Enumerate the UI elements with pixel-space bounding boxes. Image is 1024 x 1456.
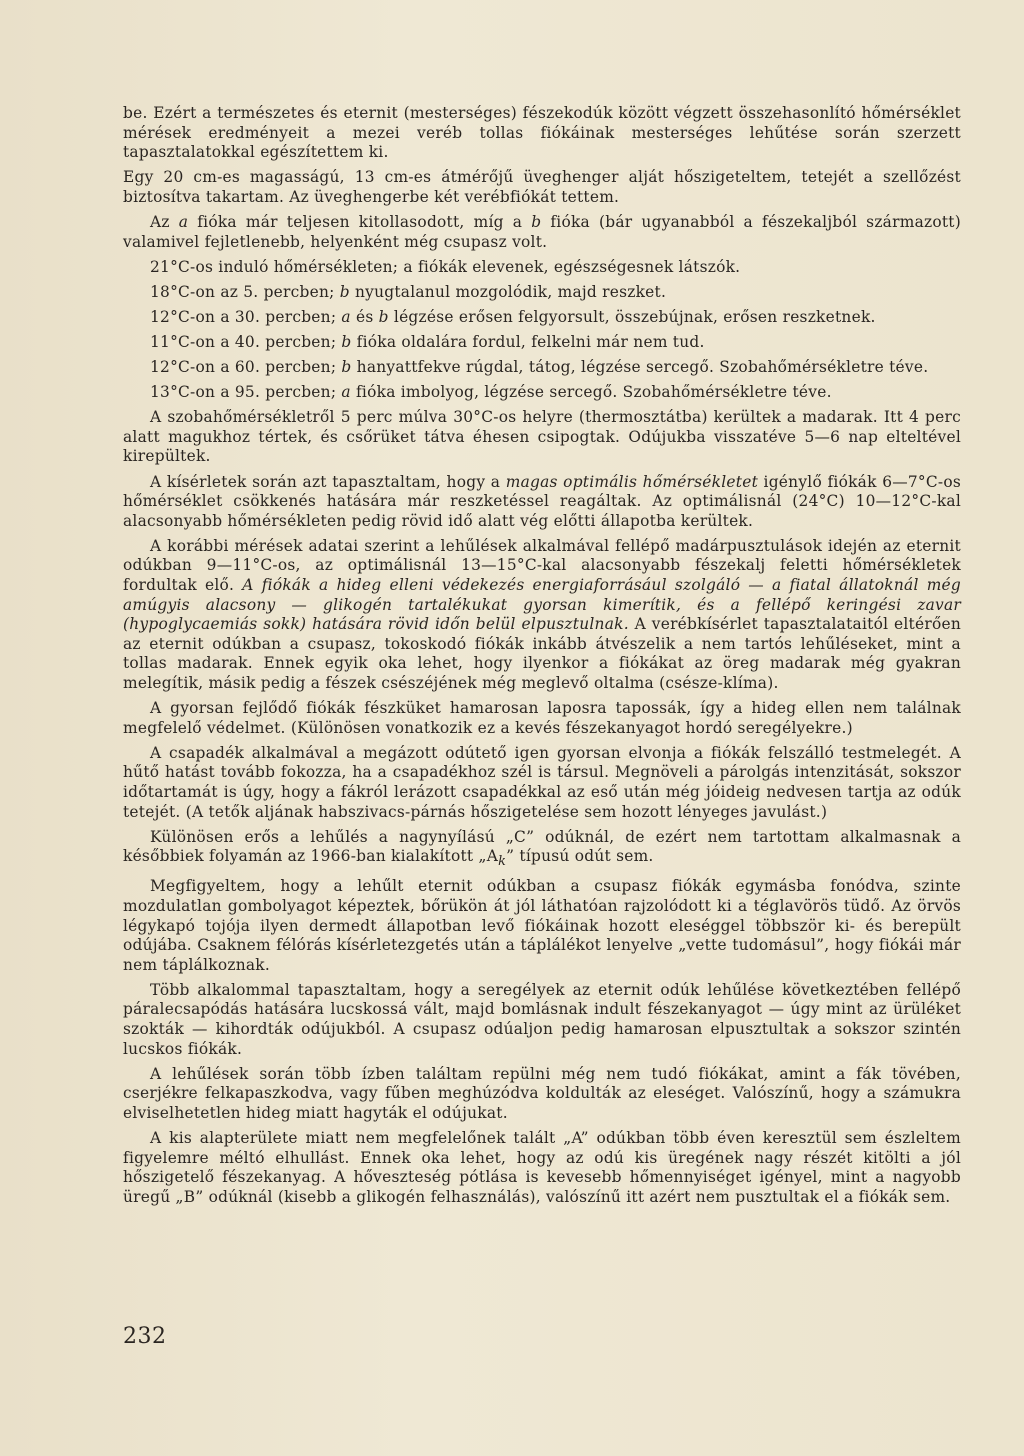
text-run: A verébkísérlet tapasztalataitól eltérően az eternit odúkban a csupasz, tokoskodó fiókák inkább átvészelik a nem tartós lehűléseket, mint a tollas madarak. Ennek egyik oka lehet, hogy ilyenkor a fiókákat az öreg madarak még gyakran melegítik, másik pedig a fészek csészéjének még meglevő oltalma (csésze-klíma).	[123, 615, 961, 692]
paragraph	[123, 104, 961, 163]
paragraph	[123, 877, 961, 975]
italic-text: magas optimális hőmérsékletet	[505, 472, 759, 491]
text-run: 11°C-on a 40. percben;	[150, 332, 342, 351]
paragraph	[123, 168, 961, 207]
text-run: Több alkalommal tapasztaltam, hogy a seregélyek az eternit odúk lehűlése következtében fellépő páralecsapódás hatására lucskossá vált, majd bomlásnak indult fészekanyagot — úgy mint az ürüléket szokták — kihordták odújukból. A csupasz odúaljon pedig hamarosan elpusztultak a sokszor szintén lucskos fiókák.	[123, 980, 961, 1058]
text-run: légzése erősen felgyorsult, összebújnak, erősen reszketnek.	[388, 307, 876, 326]
text-run: fióka oldalára fordul, felkelni már nem tud.	[351, 332, 705, 351]
text-run: A gyorsan fejlődő fiókák fészküket hamarosan laposra tapossák, így a hideg ellen nem találnak megfelelő védelmet. (Különösen vonatkozik ez a kevés fészekanyagot hordó seregélyekre.)	[123, 699, 961, 737]
paragraph	[123, 258, 961, 278]
italic-text: A fiókák a hideg elleni védekezés energiaforrásául szolgáló — a fiatal állatoknál még amúgyis alacsony — glikogén tartalékukat gyorsan kimerítik, és a fellépő keringési zavar (hypoglycaemiás sokk) hatására rövid időn belül elpusztulnak.	[123, 575, 962, 634]
italic-text: b	[341, 332, 352, 351]
text-run: Az	[150, 212, 179, 231]
text-run: A kísérletek során azt tapasztaltam, hogy a	[150, 472, 506, 491]
text-run: nyugtalanul mozgolódik, majd reszket.	[349, 282, 667, 301]
paragraph	[123, 699, 961, 738]
text-run: Különösen erős a lehűlés a nagynyílású „C” odúknál, de ezért nem tartottam alkalmasnak a későbbiek folyamán az 1966-ban kialakított „A	[123, 827, 961, 866]
text-run: fióka imbolyog, légzése sercegő. Szobahőmérsékletre téve.	[350, 383, 832, 402]
paragraph	[123, 308, 961, 328]
text-run: hanyattfekve rúgdal, tátog, légzése sercegő. Szobahőmérsékletre téve.	[351, 358, 929, 377]
italic-text: b	[341, 358, 352, 377]
paragraph	[123, 744, 961, 822]
text-run: A korábbi mérések adatai szerint a lehűlések alkalmával fellépő madárpusztulások idején az eternit odúkban 9—11°C-os, az optimálisnál 13—15°C-kal alacsonyabb fészekalj feletti hőmérsékletek fordultak elő.	[123, 536, 961, 594]
italic-text: b	[378, 307, 389, 326]
italic-text: k	[498, 854, 507, 870]
paragraph	[123, 283, 961, 303]
text-run: A szobahőmérsékletről 5 perc múlva 30°C-os helyre (thermosztátba) kerültek a madarak. Itt 4 perc alatt magukhoz tértek, és csőrüket tátva éhesen csipogtak. Odújukba visszatéve 5—6 nap elteltével kirepültek.	[123, 408, 961, 466]
paragraph	[123, 473, 961, 532]
paragraph	[123, 981, 961, 1059]
paragraph	[123, 1065, 961, 1124]
italic-text: b	[531, 212, 542, 231]
text-run: ” típusú odút sem.	[506, 847, 654, 866]
paragraph	[123, 383, 961, 403]
text-run: Megfigyeltem, hogy a lehűlt eternit odúkban a csupasz fiókák egymásba fonódva, szinte mozdulatlan gombolyagot képeztek, bőrükön át jól láthatóan rajzolódott ki a téglavörös tüdő. Az örvös légykapó tojója ilyen dermedt állapotban levő fiókáinak hozott eleséggel többször ki- és berepült odújába. Csaknem félórás kísérletezgetés után a táplálékot lenyelve „vette tudomásul”, hogy fiókái már nem táplálkoznak.	[123, 877, 961, 974]
text-run: A kis alapterülete miatt nem megfelelőnek talált „A” odúkban több éven keresztül sem észleltem figyelemre méltó elhullást. Ennek oka lehet, hogy az odú kis üregének nagy részét kitölti a jól hőszigetelő fészekanyag. A hőveszteség pótlása is kevesebb hőmennyiséget igényel, mint a nagyobb üregű „B” odúknál (kisebb a glikogén felhasználás), valószínű itt azért nem pusztultak el a fiókák sem.	[123, 1128, 961, 1206]
paragraph	[123, 537, 961, 694]
text-run: A csapadék alkalmával a megázott odútető igen gyorsan elvonja a fiókák felszálló testmelegét. A hűtő hatást tovább fokozza, ha a csapadékhoz szél is társul. Megnöveli a párolgás intenzitását, sokszor időtartamát is úgy, hogy a fákról lerázott csapadékkal az eső után még jóideig nedvesen tartja az odúk tetejét. (A tetők aljának habszivacs-párnás hőszigetelése sem hozott lényeges javulást.)	[123, 743, 961, 821]
page-number: 232	[123, 1324, 167, 1349]
text-run: fióka már teljesen kitollasodott, míg a	[188, 212, 532, 231]
text-run: A lehűlések során több ízben találtam repülni még nem tudó fiókákat, amint a fák tövében, cserjékre felkapaszkodva, vagy fűben meghúzódva koldulták az eleséget. Valószínű, hogy a számukra elviselhetetlen hideg miatt hagyták el odújukat.	[123, 1064, 961, 1122]
body-text	[123, 104, 961, 1213]
paragraph	[123, 358, 961, 378]
text-run: 13°C-on a 95. percben;	[150, 383, 342, 402]
italic-text: a	[178, 212, 189, 231]
paragraph	[123, 828, 961, 872]
paragraph	[123, 1129, 961, 1207]
text-run: 18°C-on az 5. percben;	[150, 282, 340, 301]
paragraph	[123, 408, 961, 467]
italic-text: b	[339, 282, 350, 301]
text-run: 21°C-os induló hőmérsékleten; a fiókák elevenek, egészségesnek látszók.	[150, 257, 741, 276]
text-run: és	[350, 307, 379, 326]
paragraph	[123, 213, 961, 252]
paragraph	[123, 333, 961, 353]
italic-text: a	[341, 307, 351, 326]
text-run: 12°C-on a 30. percben;	[150, 307, 342, 326]
text-run: fióka (bár ugyanabból a fészekaljból származott) valamivel fejletlenebb, helyenként még csupasz volt.	[123, 212, 961, 251]
text-run: igénylő fiókák 6—7°C-os hőmérséklet csökkenés hatására már reszketéssel reagáltak. Az optimálisnál (24°C) 10—12°C-kal alacsonyabb hőmérsékleten pedig rövid idő alatt vég előtti állapotba kerültek.	[123, 472, 961, 530]
text-run: be. Ezért a természetes és eternit (mesterséges) fészekodúk között végzett összehasonlító hőmérséklet mérések eredményeit a mezei veréb tollas fiókáinak mesterséges lehűtése során szerzett tapasztalatokkal egészítettem ki.	[123, 104, 961, 162]
text-run: Egy 20 cm-es magasságú, 13 cm-es átmérőjű üveghenger alját hőszigeteltem, tetejét a szellőzést biztosítva takartam. Az üveghengerbe két verébfiókát tettem.	[123, 168, 961, 206]
text-run: 12°C-on a 60. percben;	[150, 358, 342, 377]
italic-text: a	[341, 383, 351, 402]
